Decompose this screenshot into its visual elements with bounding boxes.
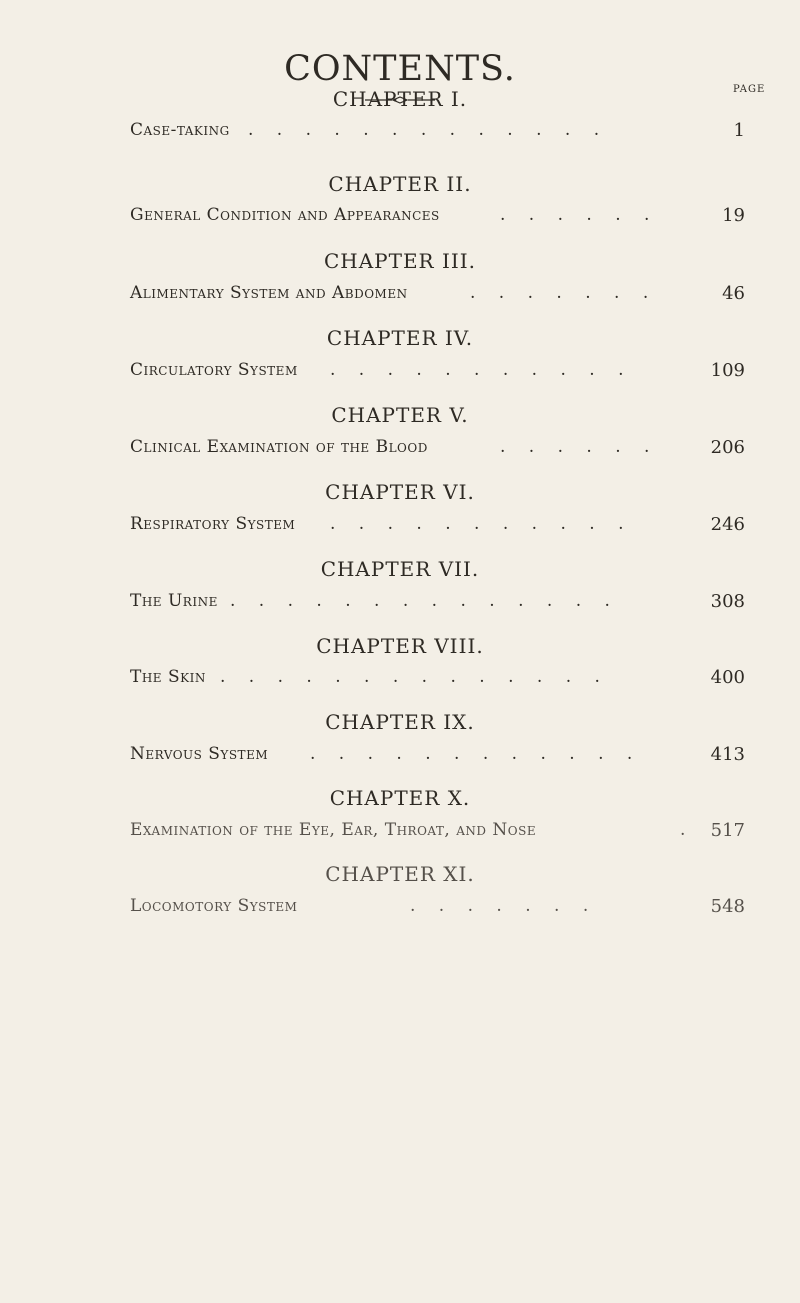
chapter-heading: CHAPTER VII. [320,557,480,581]
dot-leader: . . . . . . [500,437,659,457]
toc-entry-title: Circulatory System [130,360,298,380]
dot-leader: . . . . . . . [410,896,598,916]
toc-entry-page: 46 [722,283,745,304]
dot-leader: . . . . . . . . . . . [330,514,633,534]
dot-leader: . . . . . . . . . . . . . [248,120,609,140]
dot-leader: . . . . . . . . . . . . . . [230,591,619,611]
dot-leader: . . . . . . . . . . . [330,360,633,380]
toc-entry-page: 517 [710,820,745,841]
dot-leader: . [680,820,695,840]
toc-entry-title: Locomotory System [130,896,298,916]
toc-entry-page: 308 [710,591,745,612]
toc-entry-page: 413 [710,744,745,765]
chapter-heading: CHAPTER III. [323,249,477,273]
chapter-heading: CHAPTER II. [328,172,472,196]
toc-entry-page: 400 [710,667,745,688]
toc-entry-title: The Urine [130,591,218,611]
dot-leader: . . . . . . . [470,283,658,303]
toc-entry-title: Case-taking [130,120,230,140]
dot-leader: . . . . . . . . . . . . . . [220,667,609,687]
toc-entry-title: Alimentary System and Abdomen [130,283,408,303]
chapter-heading: CHAPTER VIII. [316,634,484,658]
chapter-heading: CHAPTER X. [329,786,471,810]
dot-leader: . . . . . . [500,205,659,225]
chapter-heading: CHAPTER I. [332,87,468,111]
chapter-heading: CHAPTER VI. [325,480,475,504]
page-title: CONTENTS. [284,49,516,89]
chapter-heading: CHAPTER IX. [325,710,475,734]
toc-entry-page: 109 [710,360,745,381]
toc-entry-page: 1 [733,120,745,141]
toc-entry-title: Examination of the Eye, Ear, Throat, and Nose [130,820,537,840]
toc-entry-page: 19 [722,205,745,226]
toc-entry-title: The Skin [130,667,206,687]
chapter-heading: CHAPTER XI. [325,862,475,886]
dot-leader: . . . . . . . . . . . . [310,744,642,764]
toc-entry-page: 206 [710,437,745,458]
toc-entry-page: 548 [710,896,745,917]
toc-entry-title: Respiratory System [130,514,296,534]
chapter-heading: CHAPTER V. [331,403,469,427]
toc-entry-title: General Condition and Appearances [130,205,440,225]
chapter-heading: CHAPTER IV. [326,326,474,350]
toc-entry-title: Nervous System [130,744,269,764]
toc-entry-page: 246 [710,514,745,535]
toc-entry-title: Clinical Examination of the Blood [130,437,428,457]
page-column-label: PAGE [733,84,766,95]
